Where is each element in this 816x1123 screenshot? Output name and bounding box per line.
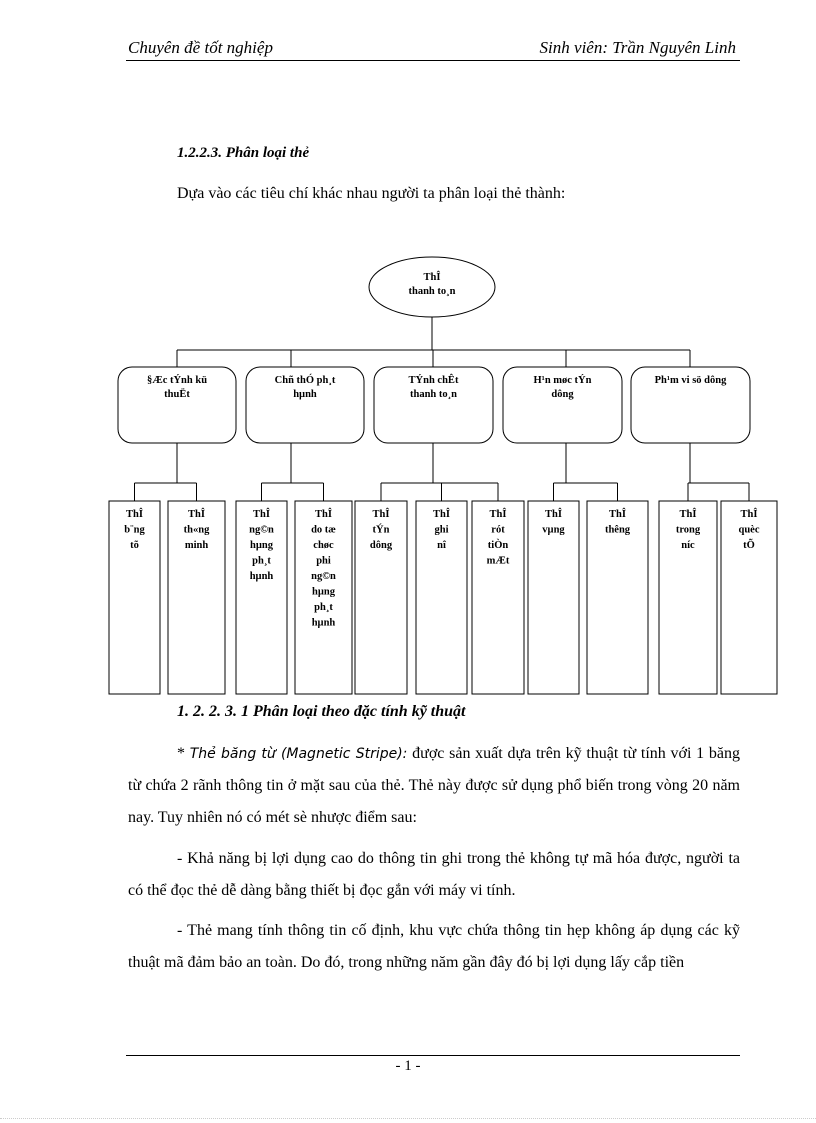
leaf-label: th«ng (183, 524, 210, 536)
leaf-label: ph¸t (314, 602, 333, 613)
leaf-label: ThÎ (315, 509, 332, 520)
leaf-label: ng©n (249, 524, 274, 536)
leaf-label: tÝn (372, 524, 390, 536)
leaf-label: mÆt (486, 555, 510, 567)
leaf-label: trong (675, 524, 701, 536)
leaf-label: nî (437, 540, 446, 551)
term-magnetic-stripe: Thẻ băng từ (Magnetic Stripe): (189, 746, 408, 762)
leaf-label: ThÎ (433, 509, 450, 520)
leaf-label: ThÎ (253, 509, 270, 520)
category-label: H¹n møc tÝn (533, 375, 592, 386)
leaf-label: tÕ (743, 540, 755, 551)
paragraph-magnetic-stripe (128, 738, 740, 834)
leaf-label: rót (491, 524, 505, 536)
root-node-label: thanh to¸n (408, 286, 456, 297)
leaf-label: níc (681, 540, 695, 551)
paragraph-weakness-2: - Thẻ mang tính thông tin cố định, khu vực chứa thông tin hẹp không áp dụng các kỹ thuật mã đảm bảo an toàn. Do đó, trong những năm gần đây đó bị lợi dụng lấy cắp tiền (128, 922, 740, 971)
leaf-label: ThÎ (545, 509, 562, 520)
page-number: - 1 - (395, 1058, 421, 1074)
leaf-label: dông (369, 540, 393, 551)
header-left-title: Chuyên đề tốt nghiệp (128, 38, 273, 57)
leaf-label: tiÒn (487, 540, 509, 551)
leaf-label: do tæ (311, 524, 336, 536)
header-author: Sinh viên: Trần Nguyên Linh (539, 38, 736, 57)
root-node-label: ThÎ (423, 272, 441, 283)
leaf-label: ThÎ (609, 509, 626, 520)
leaf-label: ThÎ (679, 509, 697, 520)
leaf-label: hµng (312, 586, 335, 598)
paragraph-body: được sản xuất dựa trên kỹ thuật từ tính với 1 băng từ chứa 2 rãnh thông tin ở mặt sau của thẻ. Thẻ này được sử dụng phổ biến trong vòng 20 năm nay. Tuy nhiên nó có mét sè nhược điểm sau: (128, 745, 741, 826)
category-label: hµnh (293, 389, 317, 400)
leaf-label: b¨ng (124, 524, 145, 536)
subsection-title: 1. 2. 2. 3. 1 Phân loại theo đặc tính kỹ thuật (177, 703, 466, 720)
leaf-label: vµng (542, 524, 565, 536)
leaf-label: ng©n (311, 571, 336, 582)
category-label: dông (551, 389, 574, 400)
leaf-label: quèc (738, 524, 760, 536)
leaf-label: phi (316, 555, 331, 567)
leaf-label: chøc (313, 540, 334, 551)
paragraph-lead: * (177, 745, 190, 762)
section-title: 1.2.2.3. Phân loại thẻ (177, 145, 310, 161)
page-bottom-edge (0, 1118, 816, 1119)
leaf-label: hµng (250, 540, 273, 551)
leaf-label: ThÎ (188, 509, 205, 520)
category-label: thuËt (164, 389, 190, 400)
category-label: TÝnh chÊt (408, 375, 459, 386)
leaf-label: ThÎ (740, 509, 758, 520)
leaf-label: ghi (434, 524, 449, 536)
leaf-label: hµnh (249, 571, 274, 582)
paragraph-weakness-1: - Khả năng bị lợi dụng cao do thông tin ghi trong thẻ không tự mã hóa được, người ta có thể đọc thẻ dễ dàng bằng thiết bị đọc gắn với máy vi tính. (128, 850, 740, 899)
category-label: §Æc tÝnh kü (146, 375, 208, 386)
leaf-label: minh (184, 540, 209, 551)
leaf-label: ThÎ (489, 509, 507, 520)
leaf-label: ph¸t (252, 555, 271, 567)
intro-text: Dựa vào các tiêu chí khác nhau người ta phân loại thẻ thành: (177, 185, 566, 202)
leaf-label: tõ (130, 540, 139, 551)
category-label: thanh to¸n (410, 389, 457, 400)
category-label: Ph¹m vi sö dông (654, 375, 727, 386)
leaf-label: ThÎ (372, 509, 390, 520)
leaf-label: hµnh (311, 617, 336, 629)
leaf-label: thêng (604, 524, 631, 536)
leaf-label: ThÎ (126, 509, 143, 520)
footer-rule (126, 1055, 740, 1056)
category-label: Chñ thÓ ph¸t (274, 375, 336, 386)
